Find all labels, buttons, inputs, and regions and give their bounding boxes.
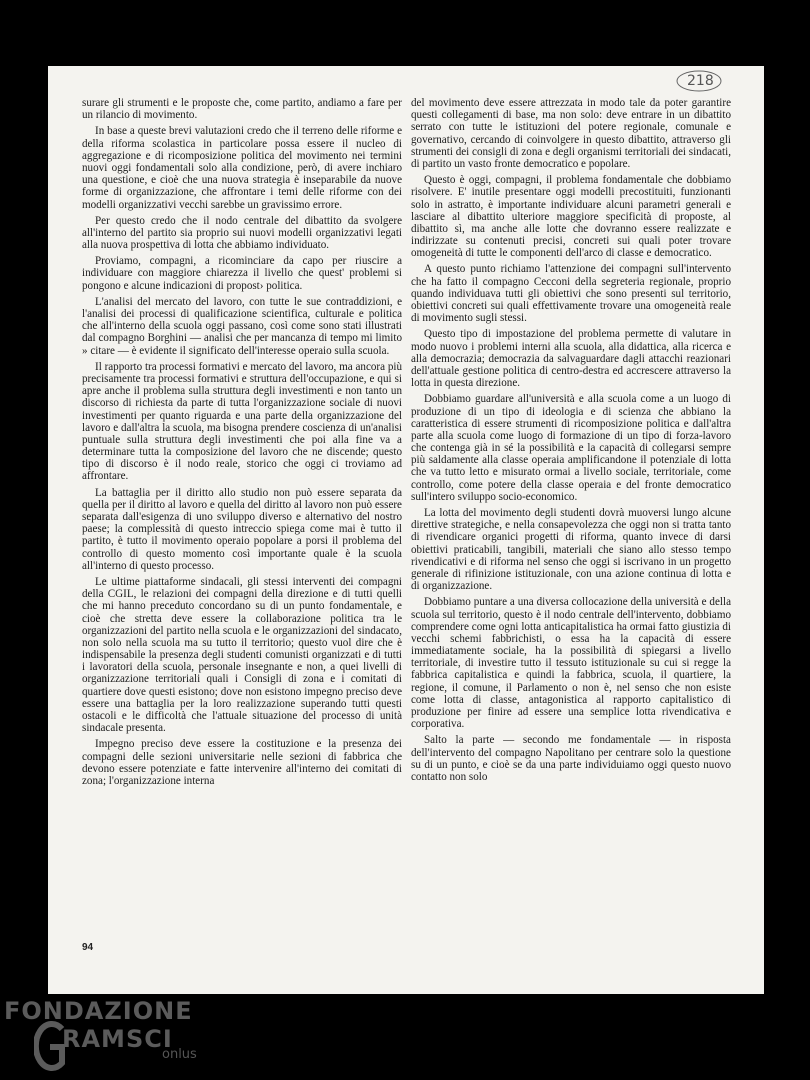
paragraph: Questo tipo di impostazione del problema permette di valutare in modo nuovo i problemi interni alla scuola, alla didattica, alla ricerca e alla democrazia; democrazia da salvaguardare dagli attacchi reazionari dell'attuale gestione politica di centro-destra ed accrescere attraverso la lotta in questa direzione. xyxy=(411,328,731,390)
paragraph: del movimento deve essere attrezzata in modo tale da poter garantire questi collegamenti di base, ma non solo: deve entrare in un dibattito serrato con tutte le istituzioni del potere regionale, comunale e governativo, cercando di coinvolgere in questo dibattito, attraverso gli strumenti dei consigli di zona e degli organismi territoriali dei sindacati, di partito un vasto fronte democratico e popolare. xyxy=(411,97,731,170)
paragraph: Il rapporto tra processi formativi e mercato del lavoro, ma ancora più precisamente tra processi formativi e struttura dell'occupazione, e qui si apre anche il problema sulla struttura degli investimenti e non tanto un discorso di richiesta da parte di tutta l'organizzazione sociale di nuovi investimenti per quanto riguarda e una parte della organizzazione del lavoro e dall'altra la scuola, ma bisogna prendere coscienza di un'analisi puntuale sulla struttura degli investimenti che poi alla fine va a determinare tutta la composizione del lavoro che ne discende; questo tipo di discorso è il nodo reale, storico che oggi ci troviamo ad affrontare. xyxy=(82,360,402,483)
watermark-line3: onlus xyxy=(162,1047,197,1062)
watermark-line1: FONDAZIONE xyxy=(4,997,193,1025)
paragraph: La lotta del movimento degli studenti dovrà muoversi lungo alcune direttive strategiche, e nella consapevolezza che oggi non si tratta tanto di rivendicare organici progetti di riforma, quanto invece di darsi obiettivi praticabili, tangibili, materiali che siano allo stesso tempo rivendicativi e di riforma nel senso che oggi si iscrivano in un progetto generale di rifinizione istituzionale, con una azione continua di lotta e di organizzazione. xyxy=(411,507,731,593)
page-number: 94 xyxy=(82,942,94,953)
paragraph: Per questo credo che il nodo centrale del dibattito da svolgere all'interno del partito sia proprio sui nuovi modelli organizzativi legati alla nuova prospettiva di lotta che abbiamo individuato. xyxy=(82,214,402,252)
paragraph: Le ultime piattaforme sindacali, gli stessi interventi dei compagni della CGIL, le relazioni dei compagni della direzione e di tutti quelli che mi hanno preceduto concordano su di un punto fondamentale, e cioè che stretta deve essere la collaborazione politica tra le organizzazioni del partito nella scuola e le organizzazioni del sindacato, non solo nella scuola ma su tutto il territorio; questo vuol dire che è indispensabile la presenza degli studenti comunisti organizzati e di tutti i lavoratori della scuola, personale insegnante e non, a quei livelli di organizzazione territoriali quali i Consigli di zona e i comitati di quartiere dove questi esistono; dove non esistono impegno preciso deve essere una battaglia per la loro realizzazione superando tutti questi ostacoli e le difficoltà che l'attuale situazione del processo di unità sindacale presenta. xyxy=(82,575,402,735)
paragraph: surare gli strumenti e le proposte che, come partito, andiamo a fare per un rilancio di movimento. xyxy=(82,97,402,122)
paragraph: La battaglia per il diritto allo studio non può essere separata da quella per il diritto al lavoro e quella del diritto al lavoro non può essere separata dall'esigenza di uno sviluppo diverso e alternativo del nostro paese; la complessità di questo intreccio spiega come mai è tutto il partito, è tutto il movimento operaio popolare a porsi il problema del controllo di questo momento così importante quale è la scuola all'interno di questo processo. xyxy=(82,486,402,572)
paragraph: Dobbiamo puntare a una diversa collocazione della università e della scuola sul territorio, questo è il nodo centrale dell'intervento, dobbiamo comprendere come ogni lotta anticapitalistica ha ormai fatto giustizia di vecchi schemi fabbrichisti, o essa ha la capacità di essere immediatamente sociale, ha la possibilità di spiegarsi a livello territoriale, di investire tutto il tessuto istituzionale su cui si regge la fabbrica capitalistica e quindi la fabbrica, scuola, il quartiere, la regione, il comune, il Parlamento o non è, nel senso che non esiste come lotta di classe, antagonistica al rapporto capitalistico di produzione per finire ad essere una semplice lotta rivendicativa e corporativa. xyxy=(411,596,731,731)
paragraph: Impegno preciso deve essere la costituzione e la presenza dei compagni delle sezioni universitarie nelle sezioni di fabbrica che devono essere potenziate e fatte intervenire all'interno dei comitati di zona; l'organizzazione interna xyxy=(82,738,402,787)
stamp-number: 218 xyxy=(687,73,714,89)
paragraph: L'analisi del mercato del lavoro, con tutte le sue contraddizioni, e l'analisi dei processi di qualificazione scientifica, culturale e politica che all'interno della scuola oggi passano, così come sono stati illustrati dal compagno Borghini — analisi che per mancanza di tempo mi limito » citare — è evidente il significato dell'interesse operaio sulla scuola. xyxy=(82,295,402,357)
document-page xyxy=(48,66,764,994)
watermark-line2: RAMSCI xyxy=(62,1025,173,1053)
paragraph: Salto la parte — secondo me fondamentale — in risposta dell'intervento del compagno Napolitano per centrare solo la questione su di un punto, e cioè se da una parte individuiamo oggi questo nuovo contatto non solo xyxy=(411,734,731,783)
archive-stamp xyxy=(675,70,723,92)
paragraph: Questo è oggi, compagni, il problema fondamentale che dobbiamo risolvere. E' inutile presentare oggi modelli precostituiti, funzionanti solo in astratto, è importante individuare alcuni parametri generali e lasciare al dibattito ulteriore maggiore specificità di proposte, al dibattito sì, ma anche alle lotte che dovranno essere realizzate e indirizzate su contenuti precisi, concreti sui quali poter trovare omogeneità di tutte le componenti dell'arco di classe e democratico. xyxy=(411,174,731,260)
paragraph: In base a queste brevi valutazioni credo che il terreno delle riforme e della riforma scolastica in particolare possa essere il nucleo di aggregazione e di ricomposizione politica del movimento nei termini nuovi oggi fondamentali solo alla condizione, però, di avere inchiaro una questione, e cioè che una nuova strategia è inseparabile da nuove forme di organizzazione, che affrontare i temi delle riforme con dei modelli organizzativi vecchi sarebbe un gravissimo errore. xyxy=(82,125,402,211)
paragraph: A questo punto richiamo l'attenzione dei compagni sull'intervento che ha fatto il compagno Cecconi della segreteria regionale, proprio quando individuava tutti gli obiettivi che sono presenti sul territorio, obiettivi concreti sui quali effettivamente trovare una omogeneità reale di movimento sugli stessi. xyxy=(411,263,731,325)
right-column xyxy=(411,97,731,965)
paragraph: Dobbiamo guardare all'università e alla scuola come a un luogo di produzione di un tipo di ideologia e di scienza che abbiano la caratteristica di essere strumenti di ricomposizione politica e dall'altra parte alla scuola come luogo di formazione di un tipo di forza-lavoro che contenga già in sé la possibilità e la capacità di collegarsi sempre più saldamente alla classe operaia amplificandone il potenziale di lotta che va tutto letto e misurato ormai a livello sociale, territoriale, come controllo, come potere della classe operaia e del fronte democratico sull'intero sviluppo socio-economico. xyxy=(411,393,731,503)
fondazione-gramsci-watermark xyxy=(0,995,215,1075)
paragraph: Proviamo, compagni, a ricominciare da capo per riuscire a individuare con maggiore chiarezza il livello che quest' problemi si pongono e alcune indicazioni di propost› politica. xyxy=(82,255,402,292)
left-column xyxy=(82,97,402,947)
